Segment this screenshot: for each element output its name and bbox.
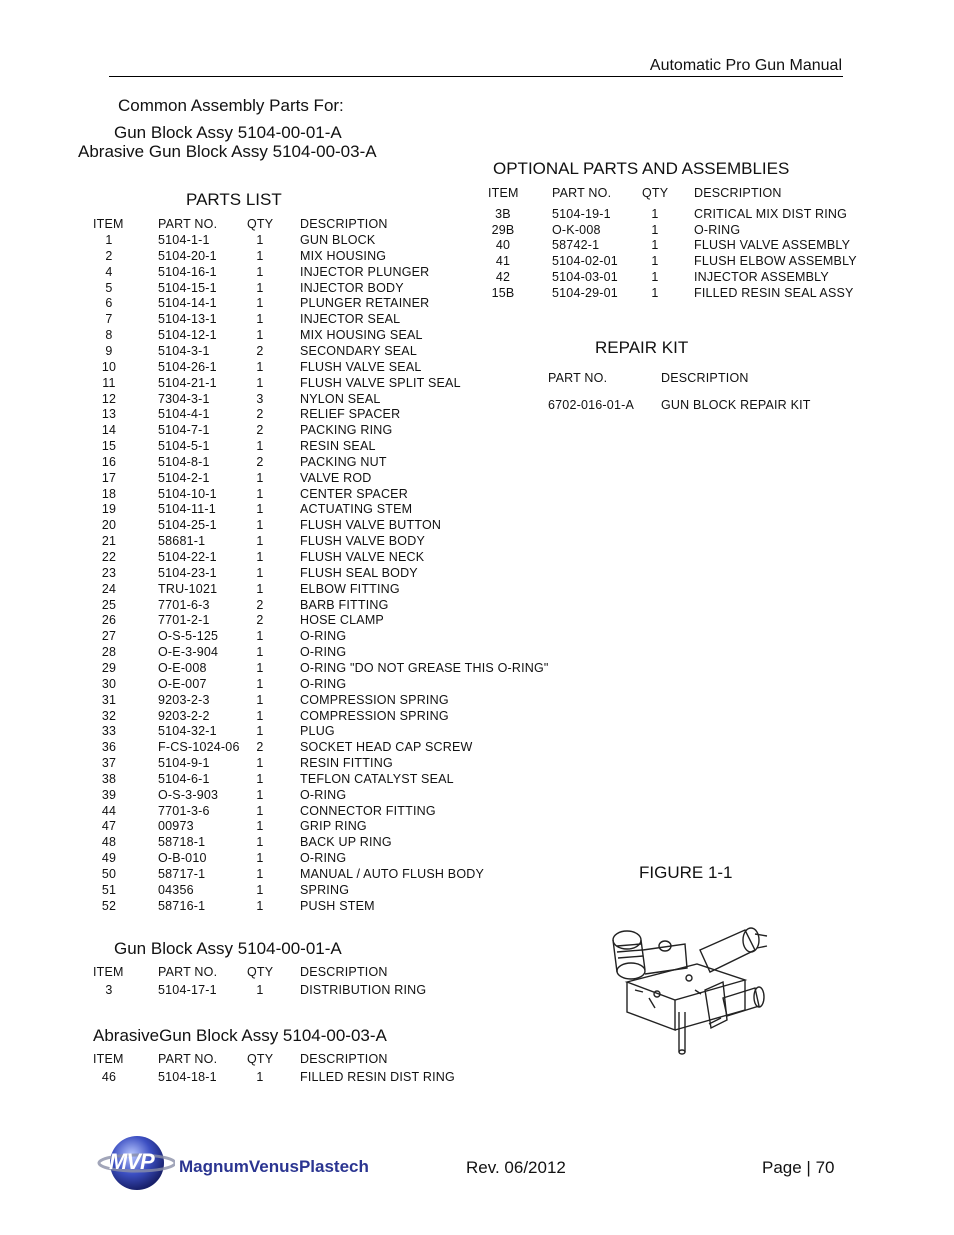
cell-qty: 1 bbox=[256, 676, 264, 691]
col-header-qty: QTY bbox=[247, 965, 274, 979]
cell-part-no: 5104-20-1 bbox=[158, 248, 217, 263]
cell-description: O-RING bbox=[300, 645, 347, 660]
cell-item: 12 bbox=[101, 391, 117, 406]
cell-item: 25 bbox=[101, 597, 117, 612]
cell-description: GRIP RING bbox=[300, 819, 367, 834]
cell-part-no: 5104-03-01 bbox=[552, 269, 618, 284]
col-header-part-no: PART NO. bbox=[158, 1052, 218, 1066]
cell-description: O-RING bbox=[300, 851, 347, 866]
cell-qty: 1 bbox=[256, 502, 264, 517]
cell-item: 15B bbox=[491, 285, 515, 300]
cell-description: DISTRIBUTION RING bbox=[300, 983, 427, 997]
cell-qty: 1 bbox=[256, 629, 264, 644]
cell-qty: 1 bbox=[256, 581, 264, 596]
cell-part-no: 58742-1 bbox=[552, 238, 600, 253]
cell-part-no: 5104-10-1 bbox=[158, 486, 217, 501]
cell-part-no: 5104-16-1 bbox=[158, 264, 217, 279]
cell-part-no: O-E-3-904 bbox=[158, 645, 219, 660]
cell-qty: 1 bbox=[256, 803, 264, 818]
col-header-item: ITEM bbox=[93, 217, 124, 231]
gun-block-assy-table bbox=[0, 964, 600, 1004]
cell-part-no: 58716-1 bbox=[158, 898, 206, 913]
cell-qty: 1 bbox=[256, 771, 264, 786]
cell-qty: 1 bbox=[256, 819, 264, 834]
cell-item: 27 bbox=[101, 629, 117, 644]
col-header-description: DESCRIPTION bbox=[661, 371, 749, 385]
cell-part-no: O-B-010 bbox=[158, 851, 207, 866]
cell-qty: 1 bbox=[256, 660, 264, 675]
col-header-description: DESCRIPTION bbox=[694, 186, 782, 200]
col-header-item: ITEM bbox=[93, 1052, 124, 1066]
cell-item: 13 bbox=[101, 407, 117, 422]
cell-description: PLUNGER RETAINER bbox=[300, 296, 430, 311]
cell-item: 14 bbox=[101, 423, 117, 438]
cell-qty: 1 bbox=[256, 645, 264, 660]
cell-item: 22 bbox=[101, 550, 117, 564]
cell-description: RESIN FITTING bbox=[300, 756, 393, 771]
cell-qty: 1 bbox=[256, 264, 264, 279]
cell-item: 42 bbox=[495, 269, 511, 284]
cell-description: VALVE ROD bbox=[300, 470, 372, 485]
cell-description: SPRING bbox=[300, 882, 350, 897]
cell-qty: 1 bbox=[651, 207, 659, 221]
cell-qty: 2 bbox=[256, 407, 264, 422]
cell-qty: 2 bbox=[256, 740, 264, 755]
cell-item: 23 bbox=[101, 565, 117, 580]
cell-description: INJECTOR BODY bbox=[300, 280, 404, 295]
cell-item: 29 bbox=[101, 660, 117, 675]
cell-part-no: 5104-21-1 bbox=[158, 375, 217, 390]
cell-item: 3B bbox=[495, 207, 511, 221]
cell-description: MIX HOUSING SEAL bbox=[300, 328, 423, 343]
company-logo bbox=[97, 1133, 397, 1193]
cell-part-no: 7701-3-6 bbox=[158, 803, 210, 818]
col-header-item: ITEM bbox=[93, 965, 124, 979]
cell-item: 38 bbox=[101, 771, 117, 786]
col-header-item: ITEM bbox=[488, 186, 519, 200]
figure-caption: FIGURE 1-1 bbox=[639, 863, 733, 882]
cell-qty: 2 bbox=[256, 454, 264, 469]
cell-description: O-RING bbox=[300, 787, 347, 802]
col-header-description: DESCRIPTION bbox=[300, 217, 388, 231]
cell-item: 48 bbox=[101, 835, 117, 850]
cell-part-no: 5104-18-1 bbox=[158, 1070, 217, 1084]
gun-block-heading: Gun Block Assy 5104-00-01-A bbox=[114, 123, 342, 142]
cell-description: ACTUATING STEM bbox=[300, 502, 413, 517]
cell-item: 41 bbox=[495, 254, 511, 269]
cell-part-no: 5104-12-1 bbox=[158, 328, 217, 343]
optional-parts-title: OPTIONAL PARTS AND ASSEMBLIES bbox=[493, 159, 790, 178]
cell-qty: 1 bbox=[256, 724, 264, 739]
cell-description: PACKING NUT bbox=[300, 454, 387, 469]
cell-part-no: 58718-1 bbox=[158, 835, 206, 850]
cell-description: MIX HOUSING bbox=[300, 248, 387, 263]
cell-part-no: 00973 bbox=[158, 819, 194, 834]
cell-description: FLUSH VALVE SPLIT SEAL bbox=[300, 375, 461, 390]
cell-description: CONNECTOR FITTING bbox=[300, 803, 436, 818]
cell-description: SOCKET HEAD CAP SCREW bbox=[300, 740, 473, 755]
cell-description: FLUSH VALVE ASSEMBLY bbox=[694, 238, 851, 253]
cell-description: PLUG bbox=[300, 724, 335, 739]
cell-item: 31 bbox=[101, 692, 117, 707]
col-header-qty: QTY bbox=[247, 1052, 274, 1066]
cell-item: 16 bbox=[101, 454, 117, 469]
col-header-description: DESCRIPTION bbox=[300, 965, 388, 979]
logo-badge: MVP bbox=[109, 1149, 154, 1174]
cell-description: O-RING bbox=[300, 629, 347, 644]
cell-item: 3 bbox=[105, 983, 113, 997]
cell-qty: 1 bbox=[256, 787, 264, 802]
optional-parts-table bbox=[0, 185, 954, 305]
cell-item: 30 bbox=[101, 676, 117, 691]
cell-description: BACK UP RING bbox=[300, 835, 392, 850]
cell-qty: 2 bbox=[256, 343, 264, 358]
cell-item: 51 bbox=[101, 882, 117, 897]
cell-qty: 1 bbox=[651, 238, 659, 253]
cell-description: O-RING bbox=[300, 676, 347, 691]
cell-qty: 1 bbox=[256, 692, 264, 707]
cell-part-no: 7701-2-1 bbox=[158, 613, 210, 628]
cell-description: SECONDARY SEAL bbox=[300, 343, 417, 358]
cell-item: 39 bbox=[101, 787, 117, 802]
cell-qty: 1 bbox=[256, 565, 264, 580]
cell-part-no: F-CS-1024-06 bbox=[158, 740, 240, 755]
repair-kit-title: REPAIR KIT bbox=[595, 338, 689, 357]
col-header-part-no: PART NO. bbox=[158, 965, 218, 979]
cell-part-no: 5104-23-1 bbox=[158, 565, 217, 580]
cell-item: 32 bbox=[101, 708, 117, 723]
cell-qty: 3 bbox=[256, 391, 264, 406]
cell-qty: 1 bbox=[256, 233, 264, 247]
cell-description: RELIEF SPACER bbox=[300, 407, 401, 422]
cell-description: FLUSH VALVE BUTTON bbox=[300, 518, 442, 533]
cell-part-no: 6702-016-01-A bbox=[548, 398, 634, 412]
cell-part-no: 5104-1-1 bbox=[158, 233, 210, 247]
cell-qty: 1 bbox=[256, 851, 264, 866]
col-header-part-no: PART NO. bbox=[548, 371, 608, 385]
cell-qty: 1 bbox=[256, 296, 264, 311]
cell-part-no: 5104-3-1 bbox=[158, 343, 210, 358]
cell-qty: 1 bbox=[651, 285, 659, 300]
cell-part-no: 5104-5-1 bbox=[158, 439, 210, 454]
cell-item: 9 bbox=[105, 343, 113, 358]
manual-title: Automatic Pro Gun Manual bbox=[649, 57, 842, 74]
cell-part-no: 5104-11-1 bbox=[158, 502, 216, 517]
cell-part-no: 5104-19-1 bbox=[552, 207, 611, 221]
cell-part-no: 5104-17-1 bbox=[158, 983, 217, 997]
cell-part-no: 58681-1 bbox=[158, 534, 206, 549]
cell-description: CRITICAL MIX DIST RING bbox=[694, 207, 848, 221]
cell-item: 21 bbox=[101, 534, 117, 549]
parts-list-title: PARTS LIST bbox=[186, 190, 282, 209]
cell-item: 33 bbox=[101, 724, 117, 739]
cell-item: 20 bbox=[101, 518, 117, 533]
cell-description: INJECTOR SEAL bbox=[300, 312, 401, 327]
cell-qty: 1 bbox=[256, 328, 264, 343]
cell-part-no: 5104-13-1 bbox=[158, 312, 217, 327]
cell-qty: 1 bbox=[651, 222, 659, 237]
cell-description: CENTER SPACER bbox=[300, 486, 408, 501]
cell-description: COMPRESSION SPRING bbox=[300, 692, 449, 707]
cell-part-no: 5104-15-1 bbox=[158, 280, 217, 295]
cell-part-no: O-S-5-125 bbox=[158, 629, 219, 644]
cell-description: MANUAL / AUTO FLUSH BODY bbox=[300, 867, 485, 881]
cell-part-no: 5104-26-1 bbox=[158, 359, 217, 374]
cell-qty: 1 bbox=[256, 312, 264, 327]
cell-item: 8 bbox=[105, 328, 113, 343]
cell-item: 5 bbox=[105, 280, 113, 295]
cell-qty: 1 bbox=[256, 708, 264, 723]
cell-item: 47 bbox=[101, 819, 117, 834]
cell-item: 50 bbox=[101, 867, 117, 881]
col-header-description: DESCRIPTION bbox=[300, 1052, 388, 1066]
cell-part-no: O-E-008 bbox=[158, 660, 207, 675]
cell-part-no: 5104-14-1 bbox=[158, 296, 217, 311]
cell-part-no: 5104-32-1 bbox=[158, 724, 217, 739]
cell-part-no: 5104-29-01 bbox=[552, 285, 618, 300]
cell-part-no: 7304-3-1 bbox=[158, 391, 210, 406]
cell-description: GUN BLOCK REPAIR KIT bbox=[661, 398, 811, 412]
cell-item: 6 bbox=[105, 296, 113, 311]
cell-part-no: 5104-2-1 bbox=[158, 470, 210, 485]
cell-description: ELBOW FITTING bbox=[300, 581, 400, 596]
cell-qty: 1 bbox=[256, 1070, 264, 1084]
cell-description: HOSE CLAMP bbox=[300, 613, 384, 628]
cell-item: 49 bbox=[101, 851, 117, 866]
cell-item: 1 bbox=[105, 233, 113, 247]
cell-item: 10 bbox=[101, 359, 117, 374]
cell-part-no: 5104-22-1 bbox=[158, 550, 217, 564]
cell-qty: 1 bbox=[256, 550, 264, 564]
cell-description: COMPRESSION SPRING bbox=[300, 708, 449, 723]
cell-description: FILLED RESIN DIST RING bbox=[300, 1070, 455, 1084]
cell-qty: 1 bbox=[256, 534, 264, 549]
cell-item: 37 bbox=[101, 756, 117, 771]
cell-part-no: 5104-6-1 bbox=[158, 771, 210, 786]
cell-qty: 1 bbox=[256, 835, 264, 850]
cell-item: 11 bbox=[102, 375, 116, 390]
cell-description: FLUSH VALVE BODY bbox=[300, 534, 425, 549]
repair-kit-table bbox=[0, 370, 954, 420]
col-header-qty: QTY bbox=[247, 217, 274, 231]
cell-part-no: 04356 bbox=[158, 882, 194, 897]
cell-qty: 1 bbox=[256, 359, 264, 374]
cell-part-no: 9203-2-2 bbox=[158, 708, 210, 723]
common-assembly-heading: Common Assembly Parts For: bbox=[118, 96, 344, 115]
cell-qty: 1 bbox=[256, 280, 264, 295]
cell-item: 19 bbox=[101, 502, 117, 517]
cell-item: 17 bbox=[101, 470, 117, 485]
parts-list-table bbox=[0, 216, 600, 916]
cell-qty: 1 bbox=[256, 375, 264, 390]
cell-item: 28 bbox=[101, 645, 117, 660]
cell-part-no: 5104-25-1 bbox=[158, 518, 217, 533]
cell-description: INJECTOR ASSEMBLY bbox=[694, 269, 829, 284]
cell-part-no: 5104-02-01 bbox=[552, 254, 618, 269]
cell-part-no: TRU-1021 bbox=[158, 581, 218, 596]
cell-item: 2 bbox=[105, 248, 113, 263]
cell-qty: 1 bbox=[256, 756, 264, 771]
cell-part-no: 5104-8-1 bbox=[158, 454, 210, 469]
cell-description: O-RING bbox=[694, 222, 741, 237]
cell-part-no: 5104-9-1 bbox=[158, 756, 210, 771]
cell-item: 18 bbox=[101, 486, 117, 501]
cell-qty: 2 bbox=[256, 597, 264, 612]
cell-qty: 1 bbox=[256, 983, 264, 997]
cell-item: 29B bbox=[491, 222, 515, 237]
cell-description: FLUSH VALVE SEAL bbox=[300, 359, 422, 374]
cell-description: INJECTOR PLUNGER bbox=[300, 264, 430, 279]
cell-part-no: O-K-008 bbox=[552, 222, 601, 237]
cell-qty: 1 bbox=[256, 867, 264, 881]
cell-item: 36 bbox=[101, 740, 117, 755]
abrasive-gun-block-assy-table bbox=[0, 1051, 600, 1091]
cell-part-no: 5104-7-1 bbox=[158, 423, 210, 438]
cell-qty: 1 bbox=[256, 439, 264, 454]
cell-part-no: O-E-007 bbox=[158, 676, 207, 691]
col-header-qty: QTY bbox=[642, 186, 669, 200]
abrasive-block-heading: Abrasive Gun Block Assy 5104-00-03-A bbox=[78, 142, 377, 161]
cell-qty: 2 bbox=[256, 613, 264, 628]
cell-qty: 1 bbox=[651, 254, 659, 269]
cell-description: BARB FITTING bbox=[300, 597, 389, 612]
revision-date: Rev. 06/2012 bbox=[466, 1158, 566, 1177]
cell-description: TEFLON CATALYST SEAL bbox=[300, 771, 454, 786]
cell-part-no: 7701-6-3 bbox=[158, 597, 210, 612]
page-number: Page | 70 bbox=[762, 1158, 835, 1177]
cell-item: 52 bbox=[101, 898, 117, 913]
cell-qty: 1 bbox=[256, 248, 264, 263]
cell-description: O-RING "DO NOT GREASE THIS O-RING" bbox=[300, 660, 549, 675]
cell-description: RESIN SEAL bbox=[300, 439, 376, 454]
cell-item: 44 bbox=[101, 803, 117, 818]
cell-qty: 1 bbox=[256, 518, 264, 533]
cell-qty: 1 bbox=[256, 898, 264, 913]
cell-item: 26 bbox=[101, 613, 117, 628]
cell-part-no: 9203-2-3 bbox=[158, 692, 210, 707]
cell-description: PUSH STEM bbox=[300, 898, 375, 913]
cell-description: PACKING RING bbox=[300, 423, 393, 438]
cell-qty: 1 bbox=[256, 486, 264, 501]
cell-part-no: O-S-3-903 bbox=[158, 787, 219, 802]
cell-item: 4 bbox=[105, 264, 113, 279]
gun-block-illustration bbox=[605, 920, 775, 1060]
cell-qty: 1 bbox=[256, 882, 264, 897]
abrasive-gun-block-assy-title: AbrasiveGun Block Assy 5104-00-03-A bbox=[93, 1026, 387, 1045]
cell-item: 40 bbox=[495, 238, 511, 253]
cell-item: 24 bbox=[101, 581, 117, 596]
cell-description: GUN BLOCK bbox=[300, 233, 376, 247]
cell-description: FLUSH VALVE NECK bbox=[300, 550, 425, 564]
col-header-part-no: PART NO. bbox=[552, 186, 612, 200]
gun-block-assy-title: Gun Block Assy 5104-00-01-A bbox=[114, 939, 342, 958]
cell-item: 7 bbox=[105, 312, 113, 327]
cell-qty: 2 bbox=[256, 423, 264, 438]
cell-item: 46 bbox=[101, 1070, 117, 1084]
cell-item: 15 bbox=[101, 439, 117, 454]
cell-part-no: 5104-4-1 bbox=[158, 407, 210, 422]
cell-qty: 1 bbox=[256, 470, 264, 485]
cell-description: FLUSH SEAL BODY bbox=[300, 565, 418, 580]
cell-qty: 1 bbox=[651, 269, 659, 284]
header-rule bbox=[109, 76, 843, 77]
cell-part-no: 58717-1 bbox=[158, 867, 206, 881]
cell-description: NYLON SEAL bbox=[300, 391, 381, 406]
logo-text: MagnumVenusPlastech bbox=[179, 1157, 369, 1176]
cell-description: FLUSH ELBOW ASSEMBLY bbox=[694, 254, 857, 269]
cell-description: FILLED RESIN SEAL ASSY bbox=[694, 285, 854, 300]
col-header-part-no: PART NO. bbox=[158, 217, 218, 231]
